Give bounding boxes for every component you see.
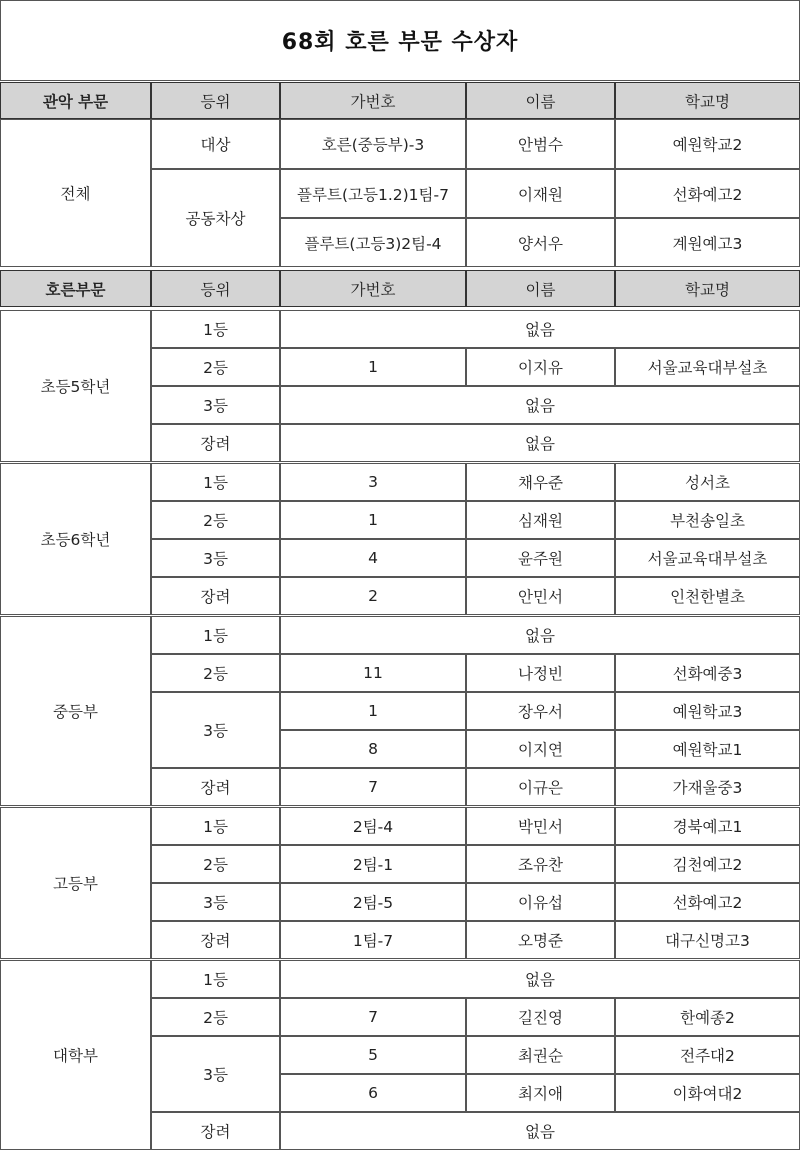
name-cell: 길진영 (466, 998, 615, 1036)
name-cell: 장우서 (466, 692, 615, 730)
rank-cell: 1등 (151, 960, 280, 998)
table-row (0, 310, 800, 348)
none-cell: 없음 (280, 424, 800, 462)
name-cell: 이유섭 (466, 883, 615, 921)
none-cell: 없음 (280, 386, 800, 424)
group-cell: 전체 (0, 119, 151, 267)
none-cell: 없음 (280, 1112, 800, 1150)
table-row (0, 463, 800, 501)
rank-cell: 2등 (151, 348, 280, 386)
name-cell: 안범수 (466, 119, 615, 169)
school-cell: 예원학교3 (615, 692, 800, 730)
rank-cell: 장려 (151, 1112, 280, 1150)
header-category: 관악 부문 (0, 82, 151, 119)
rank-cell: 3등 (151, 386, 280, 424)
number-cell: 1팀-7 (280, 921, 466, 959)
name-cell: 채우준 (466, 463, 615, 501)
header-name: 이름 (466, 270, 615, 307)
name-cell: 이지유 (466, 348, 615, 386)
number-cell: 11 (280, 654, 466, 692)
header-rank: 등위 (151, 82, 280, 119)
name-cell: 안민서 (466, 577, 615, 615)
group-cell: 초등6학년 (0, 463, 151, 615)
number-cell: 1 (280, 348, 466, 386)
title-box (0, 0, 800, 81)
number-cell: 2팀-4 (280, 807, 466, 845)
rank-cell: 3등 (151, 692, 280, 768)
header-school: 학교명 (615, 270, 800, 307)
number-cell: 6 (280, 1074, 466, 1112)
header-category: 호른부문 (0, 270, 151, 307)
name-cell: 오명준 (466, 921, 615, 959)
group-cell: 초등5학년 (0, 310, 151, 462)
overall-header-row (0, 82, 800, 119)
rank-cell: 3등 (151, 883, 280, 921)
school-cell: 예원학교1 (615, 730, 800, 768)
rank-cell: 1등 (151, 616, 280, 654)
school-cell: 선화예고2 (615, 169, 800, 218)
rank-cell: 1등 (151, 310, 280, 348)
school-cell: 부천송일초 (615, 501, 800, 539)
group-cell: 중등부 (0, 616, 151, 806)
header-school: 학교명 (615, 82, 800, 119)
school-cell: 선화예고2 (615, 883, 800, 921)
school-cell: 선화예중3 (615, 654, 800, 692)
table-row (0, 616, 800, 654)
name-cell: 윤주원 (466, 539, 615, 577)
number-cell: 1 (280, 501, 466, 539)
rank-cell: 2등 (151, 654, 280, 692)
school-cell: 경북예고1 (615, 807, 800, 845)
school-cell: 성서초 (615, 463, 800, 501)
name-cell: 이규은 (466, 768, 615, 806)
horn-header-row (0, 270, 800, 307)
name-cell: 이재원 (466, 169, 615, 218)
rank-cell: 1등 (151, 807, 280, 845)
none-cell: 없음 (280, 960, 800, 998)
number-cell: 1 (280, 692, 466, 730)
name-cell: 이지연 (466, 730, 615, 768)
name-cell: 양서우 (466, 218, 615, 267)
school-cell: 김천예고2 (615, 845, 800, 883)
rank-cell: 장려 (151, 768, 280, 806)
horn-awards-table (0, 270, 800, 1150)
rank-cell: 3등 (151, 539, 280, 577)
number-cell: 플루트(고등1.2)1팀-7 (280, 169, 466, 218)
school-cell: 서울교육대부설초 (615, 348, 800, 386)
none-cell: 없음 (280, 616, 800, 654)
table-row (0, 119, 800, 169)
school-cell: 대구신명고3 (615, 921, 800, 959)
group-cell: 고등부 (0, 807, 151, 959)
number-cell: 2팀-5 (280, 883, 466, 921)
number-cell: 플루트(고등3)2팀-4 (280, 218, 466, 267)
name-cell: 나정빈 (466, 654, 615, 692)
page-title: 68회 호른 부문 수상자 (281, 30, 519, 55)
number-cell: 5 (280, 1036, 466, 1074)
school-cell: 전주대2 (615, 1036, 800, 1074)
number-cell: 호른(중등부)-3 (280, 119, 466, 169)
number-cell: 8 (280, 730, 466, 768)
name-cell: 심재원 (466, 501, 615, 539)
school-cell: 계원예고3 (615, 218, 800, 267)
school-cell: 인천한별초 (615, 577, 800, 615)
none-cell: 없음 (280, 310, 800, 348)
rank-cell: 2등 (151, 501, 280, 539)
rank-cell: 1등 (151, 463, 280, 501)
name-cell: 조유찬 (466, 845, 615, 883)
school-cell: 한예종2 (615, 998, 800, 1036)
header-rank: 등위 (151, 270, 280, 307)
header-number: 가번호 (280, 82, 466, 119)
rank-cell: 공동차상 (151, 169, 280, 267)
name-cell: 최권순 (466, 1036, 615, 1074)
table-row (0, 807, 800, 845)
group-cell: 대학부 (0, 960, 151, 1150)
table-row (0, 960, 800, 998)
number-cell: 3 (280, 463, 466, 501)
number-cell: 4 (280, 539, 466, 577)
rank-cell: 장려 (151, 577, 280, 615)
school-cell: 서울교육대부설초 (615, 539, 800, 577)
number-cell: 2 (280, 577, 466, 615)
rank-cell: 2등 (151, 845, 280, 883)
header-name: 이름 (466, 82, 615, 119)
school-cell: 가재울중3 (615, 768, 800, 806)
school-cell: 예원학교2 (615, 119, 800, 169)
number-cell: 7 (280, 998, 466, 1036)
header-number: 가번호 (280, 270, 466, 307)
name-cell: 최지애 (466, 1074, 615, 1112)
rank-cell: 2등 (151, 998, 280, 1036)
rank-cell: 장려 (151, 921, 280, 959)
rank-cell: 3등 (151, 1036, 280, 1112)
number-cell: 2팀-1 (280, 845, 466, 883)
overall-awards-table (0, 82, 800, 267)
school-cell: 이화여대2 (615, 1074, 800, 1112)
name-cell: 박민서 (466, 807, 615, 845)
number-cell: 7 (280, 768, 466, 806)
rank-cell: 장려 (151, 424, 280, 462)
rank-cell: 대상 (151, 119, 280, 169)
